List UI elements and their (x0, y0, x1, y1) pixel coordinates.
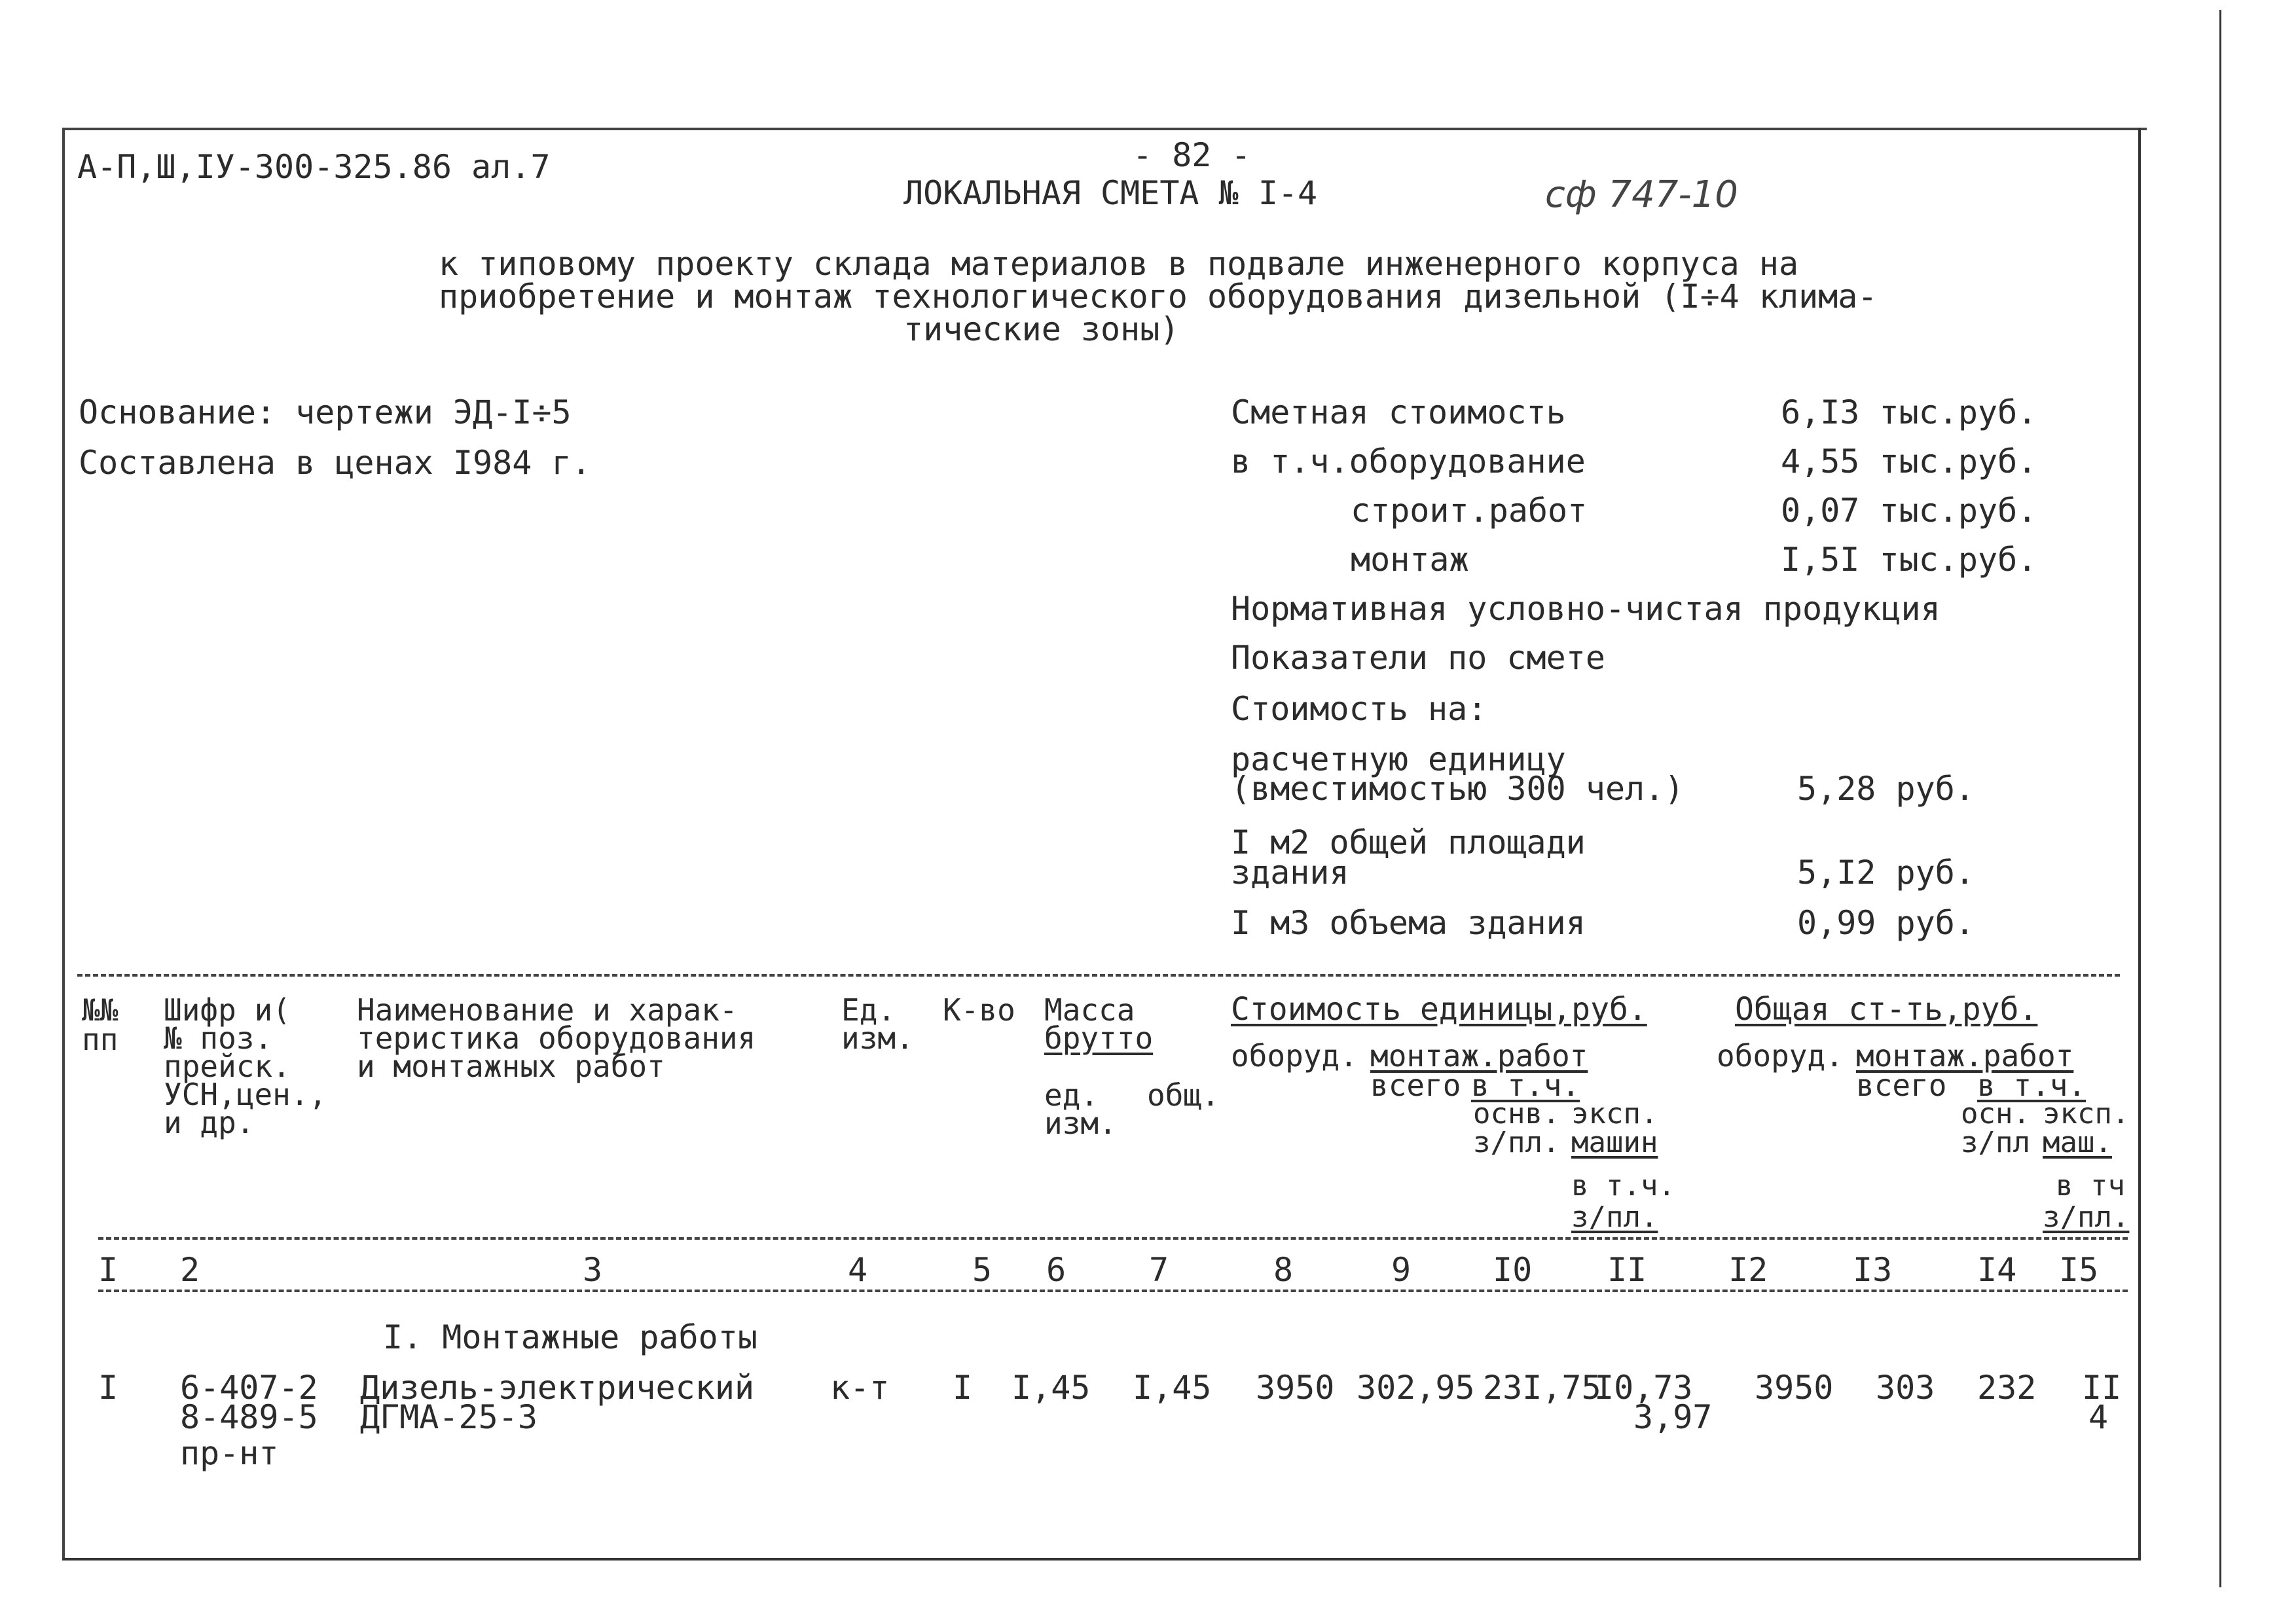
col-header-code: и др. (164, 1105, 255, 1140)
sheet-edge-line (2219, 10, 2221, 1587)
frame-bottom-edge (62, 1558, 2141, 1561)
total-basic-header: з/пл (1961, 1126, 2030, 1159)
unit-incl-header: в т.ч. (1471, 1068, 1580, 1103)
unit-exp-header: эксп. (1571, 1097, 1658, 1130)
document-code: А-П,Ш,IУ-300-325.86 ал.7 (77, 148, 551, 186)
basis-drawings: Основание: чертежи ЭД-I÷5 (79, 393, 572, 431)
page-number: - 82 - (1133, 136, 1251, 174)
area-cost-label: I м2 общей площади (1231, 823, 1586, 861)
col-header-mass: Масса (1044, 992, 1135, 1028)
column-number: I5 (2059, 1251, 2099, 1289)
summary-label: Сметная стоимость (1231, 393, 1566, 431)
column-number: 3 (583, 1251, 603, 1289)
row-total-mount: 303 (1876, 1369, 1935, 1407)
header-bottom-rule (98, 1237, 2128, 1240)
basis-prices: Составлена в ценах I984 г. (79, 444, 591, 482)
col-header-name: теристика оборудования (357, 1020, 756, 1056)
col-header-mass: изм. (1044, 1106, 1117, 1141)
summary-value: 6,I3 тыс.руб. (1781, 393, 2037, 431)
row-code: 6-407-2 (180, 1369, 318, 1407)
col-header-code: прейск. (164, 1049, 291, 1084)
row-number: I (98, 1369, 118, 1407)
column-number: 8 (1273, 1251, 1294, 1289)
row-total-equipment: 3950 (1755, 1369, 1834, 1407)
area-cost-value: 5,I2 руб. (1797, 854, 1975, 892)
row-unit-equipment: 3950 (1256, 1369, 1335, 1407)
cost-on-label: Стоимость на: (1231, 690, 1487, 728)
column-number: I2 (1728, 1251, 1768, 1289)
column-number: I0 (1493, 1251, 1533, 1289)
row-code: 8-489-5 (180, 1398, 318, 1436)
row-name: ДГМА-25-3 (360, 1398, 538, 1436)
col-header-mass: ед. (1044, 1077, 1099, 1113)
section-title: I. Монтажные работы (383, 1318, 757, 1356)
column-number: II (1607, 1251, 1647, 1289)
row-mass-total: I,45 (1133, 1369, 1212, 1407)
col-header-name: и монтажных работ (357, 1049, 665, 1084)
unit-cost-group-header: Стоимость единицы,руб. (1231, 991, 1647, 1028)
page-title: ЛОКАЛЬНАЯ СМЕТА № I-4 (903, 174, 1318, 212)
unit-basic-header: з/пл. (1473, 1126, 1560, 1159)
col-header-number: №№ (82, 992, 118, 1028)
col-header-name: Наименование и харак- (357, 992, 738, 1028)
column-number: 5 (972, 1251, 993, 1289)
column-number: 7 (1149, 1251, 1169, 1289)
frame-right-edge (2138, 128, 2141, 1558)
total-equip-header: оборуд. (1717, 1038, 1844, 1074)
row-unit-basic-wage: 23I,75 (1483, 1369, 1601, 1407)
summary-label: строит.работ (1351, 492, 1588, 530)
handwritten-reference: сф 747-10 (1545, 173, 1738, 216)
subtitle-line-1: к типовому проекту склада материалов в подвале инженерного корпуса на (439, 245, 1799, 283)
row-unit-mount-total: 302,95 (1357, 1369, 1475, 1407)
unit-cost-label: расчетную единицу (1231, 740, 1566, 778)
total-mount-header: монтаж.работ (1856, 1038, 2074, 1074)
total-exp-header: маш. (2043, 1126, 2112, 1159)
subtitle-line-2: приобретение и монтаж технологического оборудования дизельной (I÷4 клима- (439, 278, 1878, 316)
unit-basic-header: оснв. (1473, 1097, 1560, 1130)
normative-product: Нормативная условно-чистая продукция (1231, 590, 1941, 628)
summary-label: монтаж (1351, 541, 1469, 579)
row-name: Дизель-электрический (360, 1369, 755, 1407)
total-cost-group-header: Общая ст-ть,руб. (1735, 991, 2038, 1028)
column-number: I3 (1853, 1251, 1893, 1289)
col-header-quantity: К-во (943, 992, 1015, 1028)
unit-total-header: всего (1370, 1068, 1461, 1103)
unit-equip-header: оборуд. (1231, 1038, 1358, 1074)
column-number: 4 (848, 1251, 868, 1289)
total-wage-header: з/пл. (2043, 1200, 2130, 1234)
total-wage-header: в тч (2056, 1169, 2125, 1202)
unit-wage-header: з/пл. (1571, 1200, 1658, 1234)
col-header-code: УСН,цен., (164, 1077, 327, 1112)
col-header-mass: брутто (1044, 1020, 1154, 1056)
row-total-basic-wage: 232 (1977, 1369, 2037, 1407)
unit-exp-header: машин (1571, 1126, 1658, 1159)
column-number: I4 (1977, 1251, 2017, 1289)
area-cost-label: здания (1231, 854, 1349, 892)
subtitle-line-3: тические зоны) (903, 310, 1180, 348)
col-header-unit: Ед. (841, 992, 896, 1028)
total-incl-header: в т.ч. (1977, 1068, 2086, 1103)
unit-cost-value: 5,28 руб. (1797, 770, 1975, 808)
row-code: пр-нт (180, 1434, 279, 1472)
summary-value: I,5I тыс.руб. (1781, 541, 2037, 579)
column-number-rule (98, 1290, 2128, 1292)
row-unit-machine: I0,73 (1594, 1369, 1693, 1407)
column-number: 9 (1391, 1251, 1412, 1289)
unit-cost-label: (вместимостью 300 чел.) (1231, 770, 1685, 808)
total-exp-header: эксп. (2043, 1097, 2130, 1130)
col-header-unit: изм. (841, 1020, 914, 1056)
table-top-rule (77, 974, 2120, 977)
row-total-machine-wage: 4 (2088, 1398, 2109, 1436)
col-header-code: Шифр и( (164, 992, 291, 1028)
volume-cost-value: 0,99 руб. (1797, 904, 1975, 942)
unit-mount-header: монтаж.работ (1370, 1038, 1588, 1074)
column-number: 2 (180, 1251, 200, 1289)
summary-value: 0,07 тыс.руб. (1781, 492, 2037, 530)
row-quantity: I (953, 1369, 973, 1407)
volume-cost-label: I м3 объема здания (1231, 904, 1586, 942)
row-unit: к-т (830, 1369, 890, 1407)
column-number: 6 (1046, 1251, 1066, 1289)
column-number: I (98, 1251, 118, 1289)
row-total-machine: II (2082, 1369, 2122, 1407)
row-unit-machine-wage: 3,97 (1633, 1398, 1713, 1436)
col-header-code: № поз. (164, 1020, 273, 1056)
summary-value: 4,55 тыс.руб. (1781, 442, 2037, 480)
estimate-indicators: Показатели по смете (1231, 639, 1605, 677)
col-header-number: пп (82, 1022, 118, 1057)
row-mass-unit: I,45 (1011, 1369, 1091, 1407)
unit-wage-header: в т.ч. (1571, 1169, 1675, 1202)
summary-label: в т.ч.оборудование (1231, 442, 1586, 480)
total-total-header: всего (1856, 1068, 1947, 1103)
total-basic-header: осн. (1961, 1097, 2030, 1130)
col-header-mass: общ. (1147, 1077, 1220, 1113)
